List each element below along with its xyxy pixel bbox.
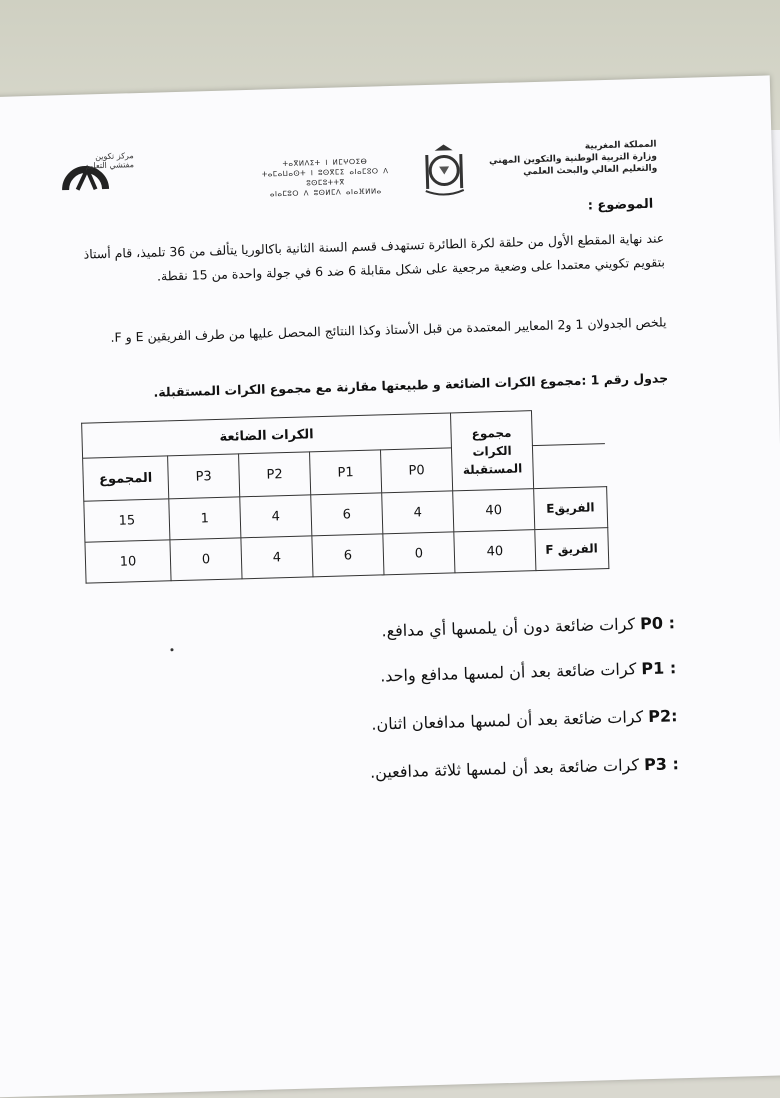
legend-item-p1: P1 : كرات ضائعة بعد أن لمسها مدافع واحد. xyxy=(379,658,677,686)
value-cell: 0 xyxy=(383,532,455,575)
tifinagh-header: ⵜⴰⴳⵍⴷⵉⵜ ⵏ ⵍⵎⵖⵔⵉⴱ ⵜⴰⵎⴰⵡⴰⵙⵜ ⵏ ⵓⵙⴳⵎⵉ ⴰⵏⴰⵎⵓⵔ ⴷ ⵓⵙⵎⵓⵜⵜⴳ ⴰⵏⴰⵎⵓⵔ ⴷ ⵓⵙⵍⵎⴷ ⴰⵏⴰⴼⵍⵍⴰ xyxy=(261,157,389,199)
received-cell: 40 xyxy=(453,489,535,532)
stray-dot xyxy=(170,648,173,651)
value-cell: 1 xyxy=(169,497,241,540)
value-cell: 0 xyxy=(170,538,242,581)
value-cell: 4 xyxy=(382,491,454,534)
table-title: جدول رقم 1 :مجموع الكرات الضائعة و طبيعتها مقارنة مع مجموع الكرات المستقبلة. xyxy=(153,370,669,400)
summary-paragraph: يلخص الجدولان 1 و2 المعايير المعتمدة من قبل الأستاذ وكذا النتائج المحصل عليها من طرف الفريقين E و F. xyxy=(110,314,667,345)
value-cell: 4 xyxy=(241,536,313,579)
column-header: P3 xyxy=(168,454,240,499)
empty-corner-cell xyxy=(531,409,604,446)
ministry-header: المملكة المغربية وزارة التربية الوطنية والتكوين المهني والتعليم العالي والبحث العلمي xyxy=(488,139,658,178)
value-cell: 6 xyxy=(311,493,383,536)
intro-paragraph: عند نهاية المقطع الأول من حلقة لكرة الطائرة تستهدف قسم السنة الثانية باكالوريا يتألف من 36 تلميذ، قام أستاذ بتقويم تكويني معتمدا على وضعية مرجعية على شكل مقابلة 6 ضد 6 في جولة واحدة من 15 نقطة. xyxy=(83,230,666,284)
value-cell: 4 xyxy=(240,495,312,538)
legend-item-p3: P3 : كرات ضائعة بعد أن لمسها ثلاثة مدافعين. xyxy=(369,754,680,782)
subject-label: الموضوع : xyxy=(587,196,654,214)
team-cell: الفريق F xyxy=(535,528,609,571)
received-cell: 40 xyxy=(454,530,536,573)
document-page xyxy=(0,75,780,1097)
legend-item-p2: P2: كرات ضائعة بعد أن لمسها مدافعان اثنان. xyxy=(371,706,678,734)
value-cell: 6 xyxy=(312,534,384,577)
coat-of-arms-icon xyxy=(416,142,471,197)
received-header-cell: مجموع الكرات المستقبلة xyxy=(450,411,533,491)
empty-corner-cell xyxy=(532,444,606,489)
column-header: P0 xyxy=(380,448,452,493)
team-cell: الفريقE xyxy=(534,487,608,530)
column-header: المجموع xyxy=(83,456,169,501)
column-header: P2 xyxy=(239,452,311,497)
total-cell: 10 xyxy=(85,540,171,583)
center-label: مركز تكوين مفتشي التعليم xyxy=(85,151,135,171)
legend-item-p0: P0 : كرات ضائعة دون أن يلمسها أي مدافع. xyxy=(381,613,676,641)
column-header: P1 xyxy=(310,450,382,495)
lost-header-cell: الكرات الضائعة xyxy=(82,413,452,458)
total-cell: 15 xyxy=(84,499,170,542)
results-table xyxy=(81,408,609,584)
